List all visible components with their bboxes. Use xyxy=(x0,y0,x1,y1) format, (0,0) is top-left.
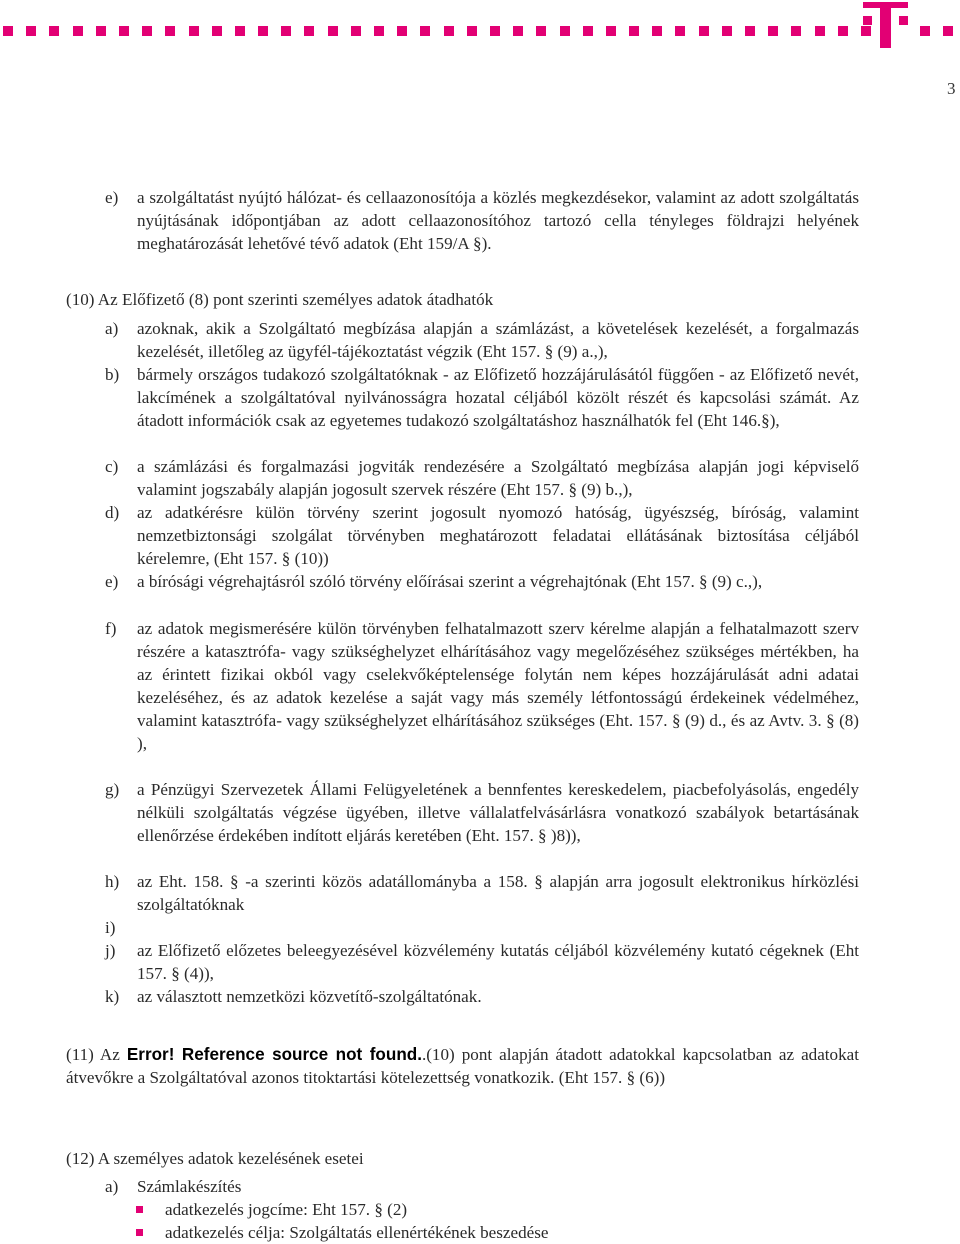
brand-dot xyxy=(699,26,709,36)
list-item-k xyxy=(105,985,859,1008)
brand-dot xyxy=(189,26,199,36)
list-label: j) xyxy=(105,941,116,960)
brand-dot xyxy=(397,26,407,36)
list-label: d) xyxy=(105,503,120,522)
brand-dot xyxy=(768,26,778,36)
list-label: h) xyxy=(105,872,120,891)
list-item-d xyxy=(105,501,859,570)
list-item-c xyxy=(105,455,859,501)
brand-dot xyxy=(304,26,314,36)
section-10-heading: (10) Az Előfizető (8) pont szerinti személyes adatok átadhatók xyxy=(66,290,494,309)
list-label: b) xyxy=(105,365,120,384)
brand-dot xyxy=(96,26,106,36)
brand-dot xyxy=(351,26,361,36)
bullet-item xyxy=(136,1221,836,1244)
list-text: az választott nemzetközi közvetítő-szolgáltatónak. xyxy=(137,987,482,1006)
list-text: az adatkérésre külön törvény szerint jogosult nyomozó hatóság, ügyészség, bíróság, valamint nemzetbiztonsági szolgálat törvényben meghatározott feladatai ellátásának biztosítása céljából kérelemre, (Eht 157. § (10)) xyxy=(137,503,859,568)
brand-dot xyxy=(281,26,291,36)
list-label: a) xyxy=(105,319,119,338)
list-item-b xyxy=(105,363,859,432)
brand-dot xyxy=(374,26,384,36)
list-label: e) xyxy=(105,188,119,207)
brand-dot xyxy=(920,26,930,36)
bullet-text: adatkezelés jogcíme: Eht 157. § (2) xyxy=(165,1200,408,1219)
list-text: a bírósági végrehajtásról szóló törvény előírásai szerint a végrehajtónak (Eht 157. § (9) c.,), xyxy=(137,572,763,591)
brand-dot xyxy=(943,26,953,36)
brand-dot xyxy=(815,26,825,36)
section-12-heading: (12) A személyes adatok kezelésének esetei xyxy=(66,1149,364,1168)
list-item-h xyxy=(105,870,859,916)
brand-dot xyxy=(73,26,83,36)
list-item-g xyxy=(105,778,859,847)
brand-dot xyxy=(258,26,268,36)
reference-error-text: Error! Reference source not found. xyxy=(126,1045,422,1064)
brand-dot xyxy=(838,26,848,36)
brand-dot xyxy=(26,26,36,36)
list-label: k) xyxy=(105,987,120,1006)
telekom-t-icon xyxy=(863,2,908,48)
brand-dot xyxy=(165,26,175,36)
list-item-a xyxy=(105,317,859,363)
brand-dot xyxy=(328,26,338,36)
brand-dot xyxy=(745,26,755,36)
list-text: az adatok megismerésére külön törvényben felhatalmazott szerv kérelme alapján a felhatalmazott szerv részére a katasztrófa- vagy szükséghelyzet elhárításához vagy megelőzéséhez szükséges mértékben, ha az érintett fizikai okból vagy cselekvőképtelensége folytán nem képes hozzájárulását adni adatai kezeléséhez, és az adatok kezelése a saját vagy más személy létfontosságú érdekeinek védelméhez, valamint katasztrófa- vagy szükséghelyzet elhárításához szükséges (Eht. 157. § (9) d., és az Avtv. 3. § (8) ), xyxy=(137,619,859,753)
list-label: i) xyxy=(105,918,116,937)
list-text: az Előfizető előzetes beleegyezésével közvélemény kutatás céljából közvélemény kutató cégeknek (Eht 157. § (4)), xyxy=(137,941,859,983)
brand-dot xyxy=(444,26,454,36)
brand-dot xyxy=(490,26,500,36)
list-item-e xyxy=(105,570,859,593)
brand-dot xyxy=(606,26,616,36)
list-label: g) xyxy=(105,780,120,799)
brand-dot xyxy=(142,26,152,36)
list-label: a) xyxy=(105,1177,119,1196)
list-label: c) xyxy=(105,457,119,476)
list-item-f xyxy=(105,617,859,755)
list-text: azoknak, akik a Szolgáltató megbízása alapján a számlázást, a követelések kezelését, a forgalmazás kezelését, illetőleg az ügyfél-tájékoztatást végzik (Eht 157. § (9) a.,), xyxy=(137,319,859,361)
bullet-item xyxy=(136,1198,836,1221)
brand-dot xyxy=(536,26,546,36)
brand-dot xyxy=(119,26,129,36)
bullet-square-icon xyxy=(136,1229,143,1236)
brand-dot xyxy=(420,26,430,36)
brand-dot xyxy=(513,26,523,36)
brand-dot xyxy=(652,26,662,36)
page-number: 3 xyxy=(947,79,956,98)
header-dot-row xyxy=(0,26,850,36)
brand-dot xyxy=(675,26,685,36)
list-text: a számlázási és forgalmazási jogviták rendezésére a Szolgáltató megbízása alapján jogi képviselő valamint jogszabály alapján jogosult szervek részére (Eht 157. § (9) b.,), xyxy=(137,457,859,499)
list-item-e-top xyxy=(105,186,859,255)
bullet-text: adatkezelés célja: Szolgáltatás ellenértékének beszedése xyxy=(165,1223,549,1242)
list-label: e) xyxy=(105,572,119,591)
section-11-prefix: (11) Az xyxy=(66,1045,127,1064)
list-item-szamlakeszites xyxy=(105,1175,859,1198)
brand-dot xyxy=(629,26,639,36)
list-text: a Pénzügyi Szervezetek Állami Felügyeletének a bennfentes kereskedelem, piacbefolyásolás, engedély nélküli szolgáltatás végzése ügyében, illetve vállalatfelvásárlásra vonatkozó szabályok betartásának ellenőrzése érdekében indított eljárás keretében (Eht. 157. § )8)), xyxy=(137,780,859,845)
list-label: f) xyxy=(105,619,117,638)
brand-dot xyxy=(722,26,732,36)
list-text: Számlakészítés xyxy=(137,1177,242,1196)
brand-dot xyxy=(235,26,245,36)
section-11-suffix: .(10) pont alapján átadott adatokkal kapcsolatban az adatokat átvevőkre a Szolgáltatóval azonos titoktartási kötelezettség vonatkozik. (Eht 157. § (6)) xyxy=(66,1045,859,1087)
brand-dot xyxy=(3,26,13,36)
list-text: a szolgáltatást nyújtó hálózat- és cellaazonosítója a közlés megkezdésekor, valamint az adott szolgáltatás nyújtásának időpontjában az adott cellaazonosítóhoz tartozó cella tényleges földrajzi helyének meghatározását lehetővé tévő adatok (Eht 159/A §). xyxy=(137,188,859,253)
list-text: bármely országos tudakozó szolgáltatóknak - az Előfizető hozzájárulásától függően - az Előfizető nevét, lakcímének a szolgáltatóval nyilvánosságra hozatal céljából közölt részét és kapcsolási számát. Az átadott információk csak az egyetemes tudakozó szolgáltatáshoz használhatók fel (Eht 146.§), xyxy=(137,365,859,430)
bullet-square-icon xyxy=(136,1206,143,1213)
brand-dot xyxy=(791,26,801,36)
brand-dot xyxy=(583,26,593,36)
header-dot-row-right xyxy=(920,26,953,36)
brand-dot xyxy=(212,26,222,36)
brand-dot xyxy=(467,26,477,36)
brand-dot xyxy=(49,26,59,36)
list-item-j xyxy=(105,939,859,985)
brand-dot xyxy=(560,26,570,36)
list-text: az Eht. 158. § -a szerinti közös adatállományba a 158. § alapján arra jogosult elektronikus hírközlési szolgáltatóknak xyxy=(137,872,859,914)
section-11-paragraph xyxy=(66,1043,859,1089)
